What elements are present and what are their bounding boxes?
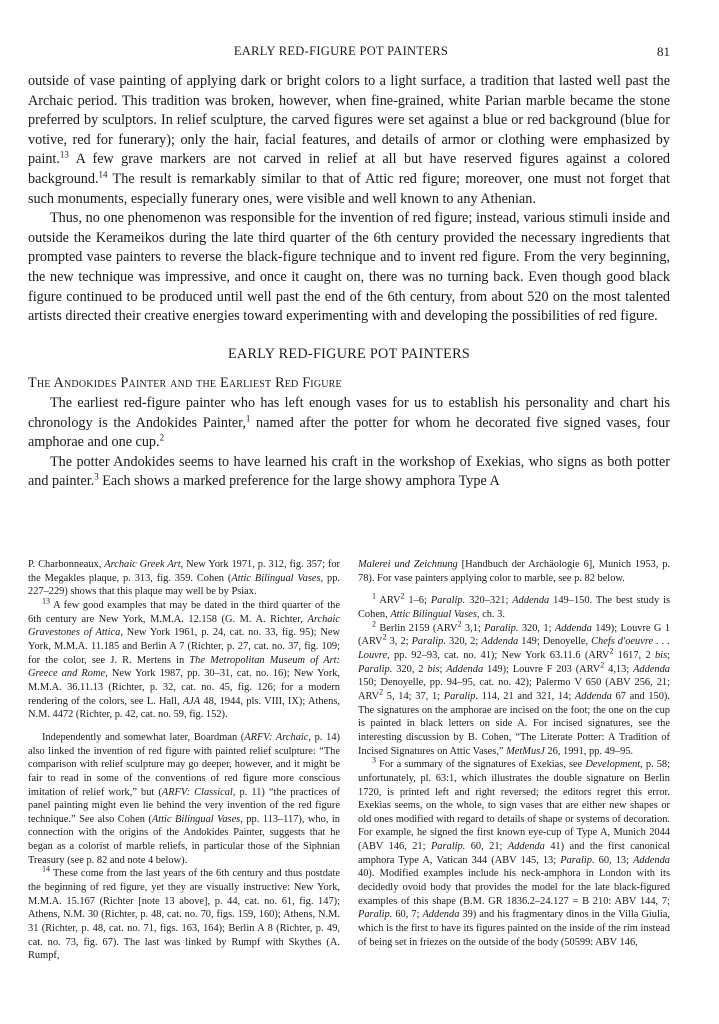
footnote-number: 13 (42, 596, 50, 606)
text-run: 149; Denoyelle, (518, 636, 592, 648)
superscript: 2 (457, 619, 462, 629)
text-run: 1–6; (404, 595, 431, 607)
title-italic: bis (427, 663, 440, 675)
title-italic: Attic Bilingual Vases (231, 572, 321, 584)
text-run: , pp. 92–93, cat. no. 41); New York 63.11.6 (ARV (387, 649, 610, 661)
text-run: 149); Louvre F 203 (ARV (483, 663, 601, 675)
text-run: , p. 14) also linked the invention of red figure with painted relief sculpture: “The comparison with relief sculpture may go deeper, however, and it might be fair to read in some of the conventions of red figure more conscious imitation of relief work,” but ( (28, 731, 340, 798)
text-run: 60, 21; (465, 841, 508, 853)
text-run: These come from the last years of the 6th century and thus postdate the beginning of red figure, yet they are visually instructive: New York, M.M.A. 15.167 (Richter [note 13 above], p. 44, cat. no. 61, fig. 147); Athens, N.M. 30 (Richter, p. 48, cat. no. 70, figs. 159, 160); Athens, N.M. 31 (Richter, p. 48, cat. no. 71, figs. 163, 164); Berlin A 8 (Richter, p. 49, cat. no. 73, fig. 67). The last was linked by Rumpf with Skythes (A. Rumpf, (28, 868, 340, 962)
footnote-number: 2 (372, 619, 376, 629)
text-run: Each shows a marked preference for the large showy amphora Type A (98, 473, 500, 490)
text-run: ; (667, 649, 671, 661)
title-italic: Paralip. (443, 690, 479, 702)
footnote-number: 3 (372, 755, 376, 765)
footnote-column-right (358, 558, 670, 963)
section-heading: EARLY RED-FIGURE POT PAINTERS (227, 345, 471, 362)
text-run: 3, 2; (386, 636, 412, 648)
superscript: 2 (400, 591, 405, 601)
text-run: ARV (376, 595, 401, 607)
title-italic: Paralip. (560, 854, 595, 866)
text-run: The potter Andokides seems to have learned his craft in the workshop of Exekias, who signs as both potter and painter. (28, 453, 670, 490)
title-italic: Malerei und Zeichnung (358, 559, 458, 570)
title-italic: Addenda (422, 909, 460, 921)
title-italic: Addenda (633, 854, 670, 866)
superscript: 2 (382, 632, 387, 642)
title-italic: The Metropolitan Museum of Art: Greece and Rome (28, 654, 340, 680)
footnote-13-continued (28, 731, 340, 868)
text-run: , New York 1971, p. 312, fig. 357; for the Megakles plaque, p. 313, fig. 359. Cohen ( (28, 559, 340, 584)
title-italic: bis (654, 649, 668, 661)
text-run: 320, 1; (518, 622, 555, 634)
text-run: 4,13; (604, 663, 634, 675)
footnotes (28, 558, 670, 963)
text-run: outside of vase painting of applying dark or bright colors to a light surface, a tradition that lasted well past the Archaic period. This tradition was broken, however, when fine-grained, white Parian marble became the stone preferred by sculptors. In relief sculpture, the carved figures were set against a blue or red background (blue for votive, red for funerary); only the hair, facial features, and details of armor or clothing were emphasized by paint. (28, 73, 670, 168)
main-text (28, 72, 670, 492)
text-run: , pp. 113–117), who, in connection with the origins of the Andokides Painter, suggests that he began as a colorist of marble reliefs, in particular those of the Siphnian Treasury (see p. 82 and note 4 below). (28, 813, 340, 866)
title-italic: Attic Bilingual Vases (151, 813, 241, 825)
title-italic: Attic Bilingual Vases (390, 608, 477, 620)
title-italic: Paralip. (430, 595, 466, 607)
text-run: P. Charbonneaux, (28, 559, 105, 570)
footnote-14 (28, 864, 340, 963)
text-run: 320–321; (465, 595, 513, 607)
text-run: , p. 58; unfortunately, pl. 63:1, which illustrates the double signature on Berlin 1720, is printed left and right reversed; the editors regret this error. Exekias seems, on the whole, to sign vases that are either new shapes or old ones modified with regard to details of shape or systems of decoration. For example, he signed the first known eye-cup of Type A, Munich 2044 (ABV 146, 21; (358, 759, 670, 853)
text-run: The result is remarkably similar to that of Attic red figure; moreover, one must not forget that such monuments, especially funerary ones, were visible and well known to any Athenian. (28, 170, 670, 207)
title-italic: Paralip. (358, 663, 393, 675)
text-run: [Handbuch der Archäologie 6], Munich 1953, p. 78). For vase painters applying color to marble, see p. 82 below. (358, 559, 671, 584)
title-italic: Development (585, 759, 641, 771)
title-italic: Addenda (481, 636, 519, 648)
text-run: 48, 1944, pls. VIII, IX); Athens, N.M. 4472 (Richter, p. 42, cat. no. 59, fig. 152). (28, 695, 340, 721)
subsection-heading: The Andokides Painter and the Earliest Red Figure (28, 375, 342, 392)
title-italic: Addenda (554, 622, 592, 634)
footnote-1 (358, 591, 671, 621)
text-run: Independently and somewhat later, Boardman ( (42, 731, 245, 743)
footnote-column-left (28, 558, 340, 963)
text-run: Berlin 2159 (ARV (376, 622, 458, 634)
superscript: 2 (379, 687, 384, 697)
text-run: 320, 2 (392, 663, 428, 675)
title-italic: Paralip. (430, 841, 466, 853)
title-italic: Addenda (446, 663, 484, 675)
footnote-2 (358, 619, 671, 759)
title-italic: Chefs d'oeuvre . . . Louvre (358, 636, 671, 661)
superscript: 2 (600, 660, 605, 670)
note-ref-1[interactable]: 1 (245, 412, 251, 423)
title-italic: ARFV: Archaic (244, 731, 309, 743)
note-ref-13[interactable]: 13 (59, 149, 69, 160)
paragraph-2: Thus, no one phenomenon was responsible for the invention of red figure; instead, various stimuli inside and outside the Kerameikos during the late third quarter of the 6th century provided the necessary ingredients that prompted vase painters to reverse the black-figure technique and to invent red figure. From the very beginning, the new technique was impressive, and once it caught on, there was no turning back. Even though good black figure continued to be produced until well past the end of the 6th century, from about 520 on the most talented artists directed their creative energies toward experimenting with and developing the possibilities of red figure. (28, 210, 670, 325)
text-run: 60, 7; (392, 909, 423, 921)
footnote-14-continued (358, 558, 670, 585)
title-italic: Archaic Greek Art (104, 559, 181, 570)
text-run: , New York 1987, pp. 30–31, cat. no. 16); New York, M.M.A. 36.11.13 (Richter, p. 32, cat. no. 45, fig. 126; for a modern rendering of the colors, see L. Hall, (28, 668, 340, 707)
title-italic: Addenda (633, 663, 670, 675)
title-italic: Paralip. (358, 909, 393, 921)
text-run: , ch. 3. (476, 608, 505, 620)
text-run: 1617, 2 (613, 649, 655, 661)
text-run: For a summary of the signatures of Exekias, see (376, 759, 586, 771)
superscript: 2 (609, 646, 614, 656)
paragraph-3 (28, 394, 670, 453)
text-run: 3,1; (461, 622, 485, 634)
text-run: named after the potter for whom he decorated five signed vases, four amphorae and one cup. (28, 414, 670, 451)
note-ref-14[interactable]: 14 (98, 169, 108, 180)
text-run: 149–150. The best study is Cohen, (358, 595, 671, 620)
footnote-number: 1 (372, 591, 376, 601)
title-italic: Addenda (507, 841, 545, 853)
text-run: 40). Modified examples include his neck-amphora in London with its decidedly ovoid body that provides the model for the late black-figured examples of this shape (B.M. GR 1836.2–24.127 = B 210: ABV 144, 7; (358, 868, 670, 907)
text-run: 5, 14; 37, 1; (383, 690, 444, 702)
title-italic: Addenda (574, 690, 612, 702)
text-run: 320, 2; (445, 636, 482, 648)
text-run: 60, 13; (594, 854, 634, 866)
text-run: 26, 1991, pp. 49–95. (544, 745, 634, 757)
footnote-13 (28, 596, 340, 722)
text-run: 39) and his fragmentary dinos in the Villa Giulia, which is the first to have its figures painted on the inside of the rim instead of being set in friezes on the outside of the body (50599: ABV 146, (358, 909, 670, 948)
paragraph-1 (28, 72, 670, 209)
title-italic: Addenda (512, 595, 550, 607)
text-run: , New York 1961, p. 24, cat. no. 33, fig. 95); New York, M.M.A. 11.185 and Berlin A 7 (Richter, p. 27, cat. no. 37, fig. 109; for the color, see J. R. Mertens in (28, 627, 340, 666)
text-run: A few grave markers are not carved in relief at all but have reserved figures against a colored background. (28, 151, 670, 187)
text-run: 150; Denoyelle, pp. 94–95, cat. no. 42); Palermo V 650 (ABV 256, 21; ARV (358, 677, 670, 702)
text-run: 149); Louvre G 1 (ARV (358, 622, 670, 648)
footnote-continued (28, 558, 340, 599)
page-number: 81 (657, 44, 670, 59)
text-run: 41) and the first canonical amphora Type A, Vatican 344 (ABV 145, 13; (358, 841, 671, 866)
text-run: , p. 11) “the practices of panel painting might even lie behind the very invention of the red figure technique.” See also Cohen ( (28, 786, 341, 825)
title-italic: AJA (182, 695, 201, 707)
footnote-3 (358, 755, 671, 949)
text-run: 114, 21 and 321, 14; (478, 690, 575, 702)
footnote-number: 14 (42, 864, 50, 874)
paragraph-4 (28, 453, 670, 492)
running-head: EARLY RED-FIGURE POT PAINTERS (233, 44, 449, 58)
title-italic: MetMusJ (506, 745, 545, 757)
note-ref-3[interactable]: 3 (94, 471, 99, 482)
title-italic: Paralip. (411, 636, 446, 648)
text-run: , pp. 227–229) shows that this plaque may well be by Psiax. (28, 572, 340, 598)
text-run: A few good examples that may be dated in the third quarter of the 6th century are New York, M.M.A. 12.158 (G. M. A. Richter, (28, 599, 340, 625)
text-run: ; (439, 663, 447, 675)
title-italic: Paralip. (484, 622, 519, 634)
text-run: 67 and 150). The signatures on the amphorae are incised on the foot; the one on the cup is painted in black letters on side A. For incised signatures, see the interesting discussion by B. Cohen, “The Literate Potter: A Tradition of Incised Signatures on Attic Vases,” (358, 690, 670, 757)
note-ref-2[interactable]: 2 (159, 432, 165, 443)
text-run: The earliest red-figure painter who has left enough vases for us to establish his personality and chart his chronology is the Andokides Painter, (28, 394, 670, 431)
title-italic: Archaic Gravestones of Attica (28, 613, 340, 639)
title-italic: ARFV: Classical (161, 786, 233, 798)
